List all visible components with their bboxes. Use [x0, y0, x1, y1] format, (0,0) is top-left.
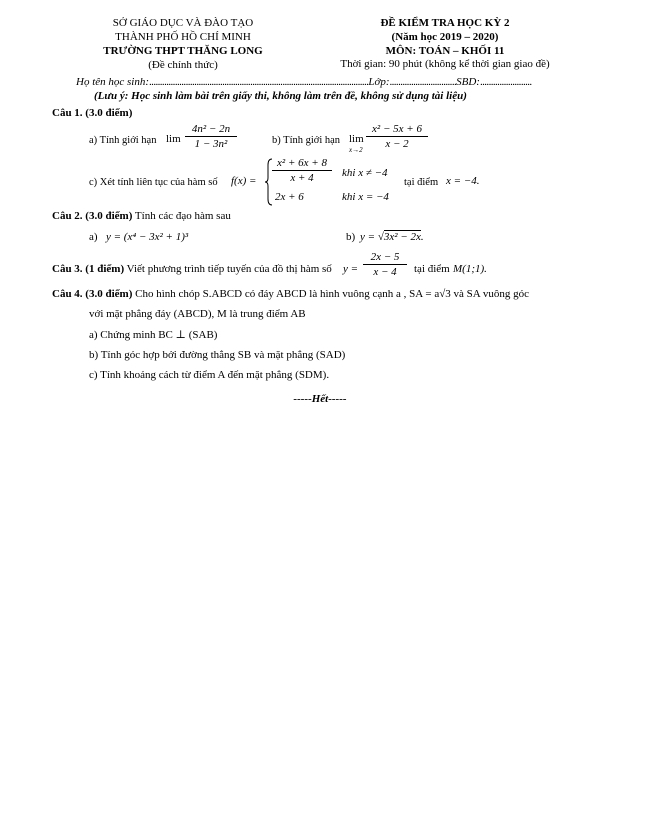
q2-title-line [52, 210, 231, 222]
q1c-case1-numerator: x² + 6x + 8 [272, 157, 332, 171]
exam-note: (Lưu ý: Học sinh làm bài trên giấy thi, không làm trên đề, không sử dụng tài liệu) [94, 90, 467, 102]
q1b-numerator: x² − 5x + 6 [366, 123, 428, 137]
q1c-case2: 2x + 6 [275, 191, 304, 203]
q3-text: Viết phương trình tiếp tuyến của đồ thị hàm số [126, 263, 332, 275]
exam-time: Thời gian: 90 phút (không kể thời gian giao đề) [340, 58, 550, 70]
q2b-y: y = [360, 231, 376, 243]
q1c-case1-denominator: x + 4 [290, 172, 314, 184]
q2b-expression [360, 231, 424, 243]
q2-title: Câu 2. (3.0 điểm) [52, 210, 133, 222]
q3-numerator: 2x − 5 [363, 251, 407, 265]
q1b-lim: lim [349, 133, 364, 145]
q1b-denominator: x − 2 [385, 138, 409, 150]
name-dots: ...................................................................................................... [149, 76, 369, 88]
end-marker: -----Hết----- [293, 393, 347, 405]
q1c-case2-cond: khi x = −4 [342, 191, 389, 203]
q3-fraction [363, 251, 407, 279]
q1a-denominator: 1 − 3n² [194, 138, 228, 150]
school-year: (Năm học 2019 – 2020) [391, 31, 499, 43]
q1c-point-text: tại điểm [404, 177, 439, 188]
sbd-dots: ........................ [479, 76, 532, 88]
q2b-end: . [420, 231, 424, 243]
q1a-text: a) Tính giới hạn [89, 135, 157, 146]
q4-line2: với mặt phẳng đáy (ABCD), M là trung điểm AB [89, 308, 306, 320]
q1b-fraction [366, 123, 428, 151]
sbd-label: SBD: [456, 76, 480, 88]
q1a-fraction [185, 123, 237, 151]
q1-title: Câu 1. (3.0 điểm) [52, 107, 133, 119]
q3-y: y = [343, 263, 359, 275]
q1a-lim: lim [166, 133, 181, 145]
q3-point: M(1;1). [453, 263, 487, 275]
q1c-fx: f(x) = [231, 175, 257, 187]
q1c-case1-cond: khi x ≠ −4 [342, 167, 388, 179]
exam-title: ĐỀ KIỂM TRA HỌC KỲ 2 [380, 17, 510, 29]
q4c: c) Tính khoảng cách từ điểm A đến mặt phẳng (SDM). [89, 369, 330, 381]
class-label: Lớp: [368, 76, 390, 88]
q2b-radicand: 3x² − 2x [383, 231, 421, 243]
q1c-point: x = −4. [446, 175, 480, 187]
q3-line [52, 263, 332, 275]
class-dots: ............................... [389, 76, 457, 88]
q4a: a) Chứng minh BC ⊥ (SAB) [89, 329, 218, 341]
q3-point-text: tại điểm [414, 263, 450, 275]
q1c-case1-fraction [272, 157, 332, 185]
q1c-text: c) Xét tính liên tục của hàm số [89, 177, 218, 188]
q2b-label: b) [346, 231, 356, 243]
q2-title-rest: Tính các đạo hàm sau [134, 210, 231, 222]
city-name: THÀNH PHỐ HỒ CHÍ MINH [115, 31, 251, 43]
school-name: TRƯỜNG THPT THĂNG LONG [103, 45, 263, 57]
subject: MÔN: TOÁN – KHỐI 11 [385, 45, 505, 57]
name-label: Họ tên học sinh: [76, 76, 150, 88]
q1a-numerator: 4n² − 2n [185, 123, 237, 137]
q3-title: Câu 3. (1 điểm) [52, 263, 125, 275]
q2a-label: a) [89, 231, 98, 243]
q1b-text: b) Tính giới hạn [272, 135, 341, 146]
q2a-expression: y = (x⁴ − 3x² + 1)³ [106, 231, 189, 243]
q3-denominator: x − 4 [373, 266, 397, 278]
dept-name: SỞ GIÁO DỤC VÀ ĐÀO TẠO [112, 17, 254, 29]
q4-text-line1: Cho hình chóp S.ABCD có đáy ABCD là hình vuông cạnh a , SA = a√3 và SA vuông góc [135, 288, 529, 300]
q4b: b) Tính góc hợp bởi đường thẳng SB và mặt phẳng (SAD) [89, 349, 346, 361]
official-label: (Đề chính thức) [148, 59, 218, 71]
student-info-line [76, 76, 532, 88]
q4-line1 [52, 288, 529, 300]
q1b-lim-sub: x→2 [349, 146, 363, 154]
q4-title: Câu 4. (3.0 điểm) [52, 288, 133, 300]
sqrt-icon: √ [377, 231, 384, 243]
